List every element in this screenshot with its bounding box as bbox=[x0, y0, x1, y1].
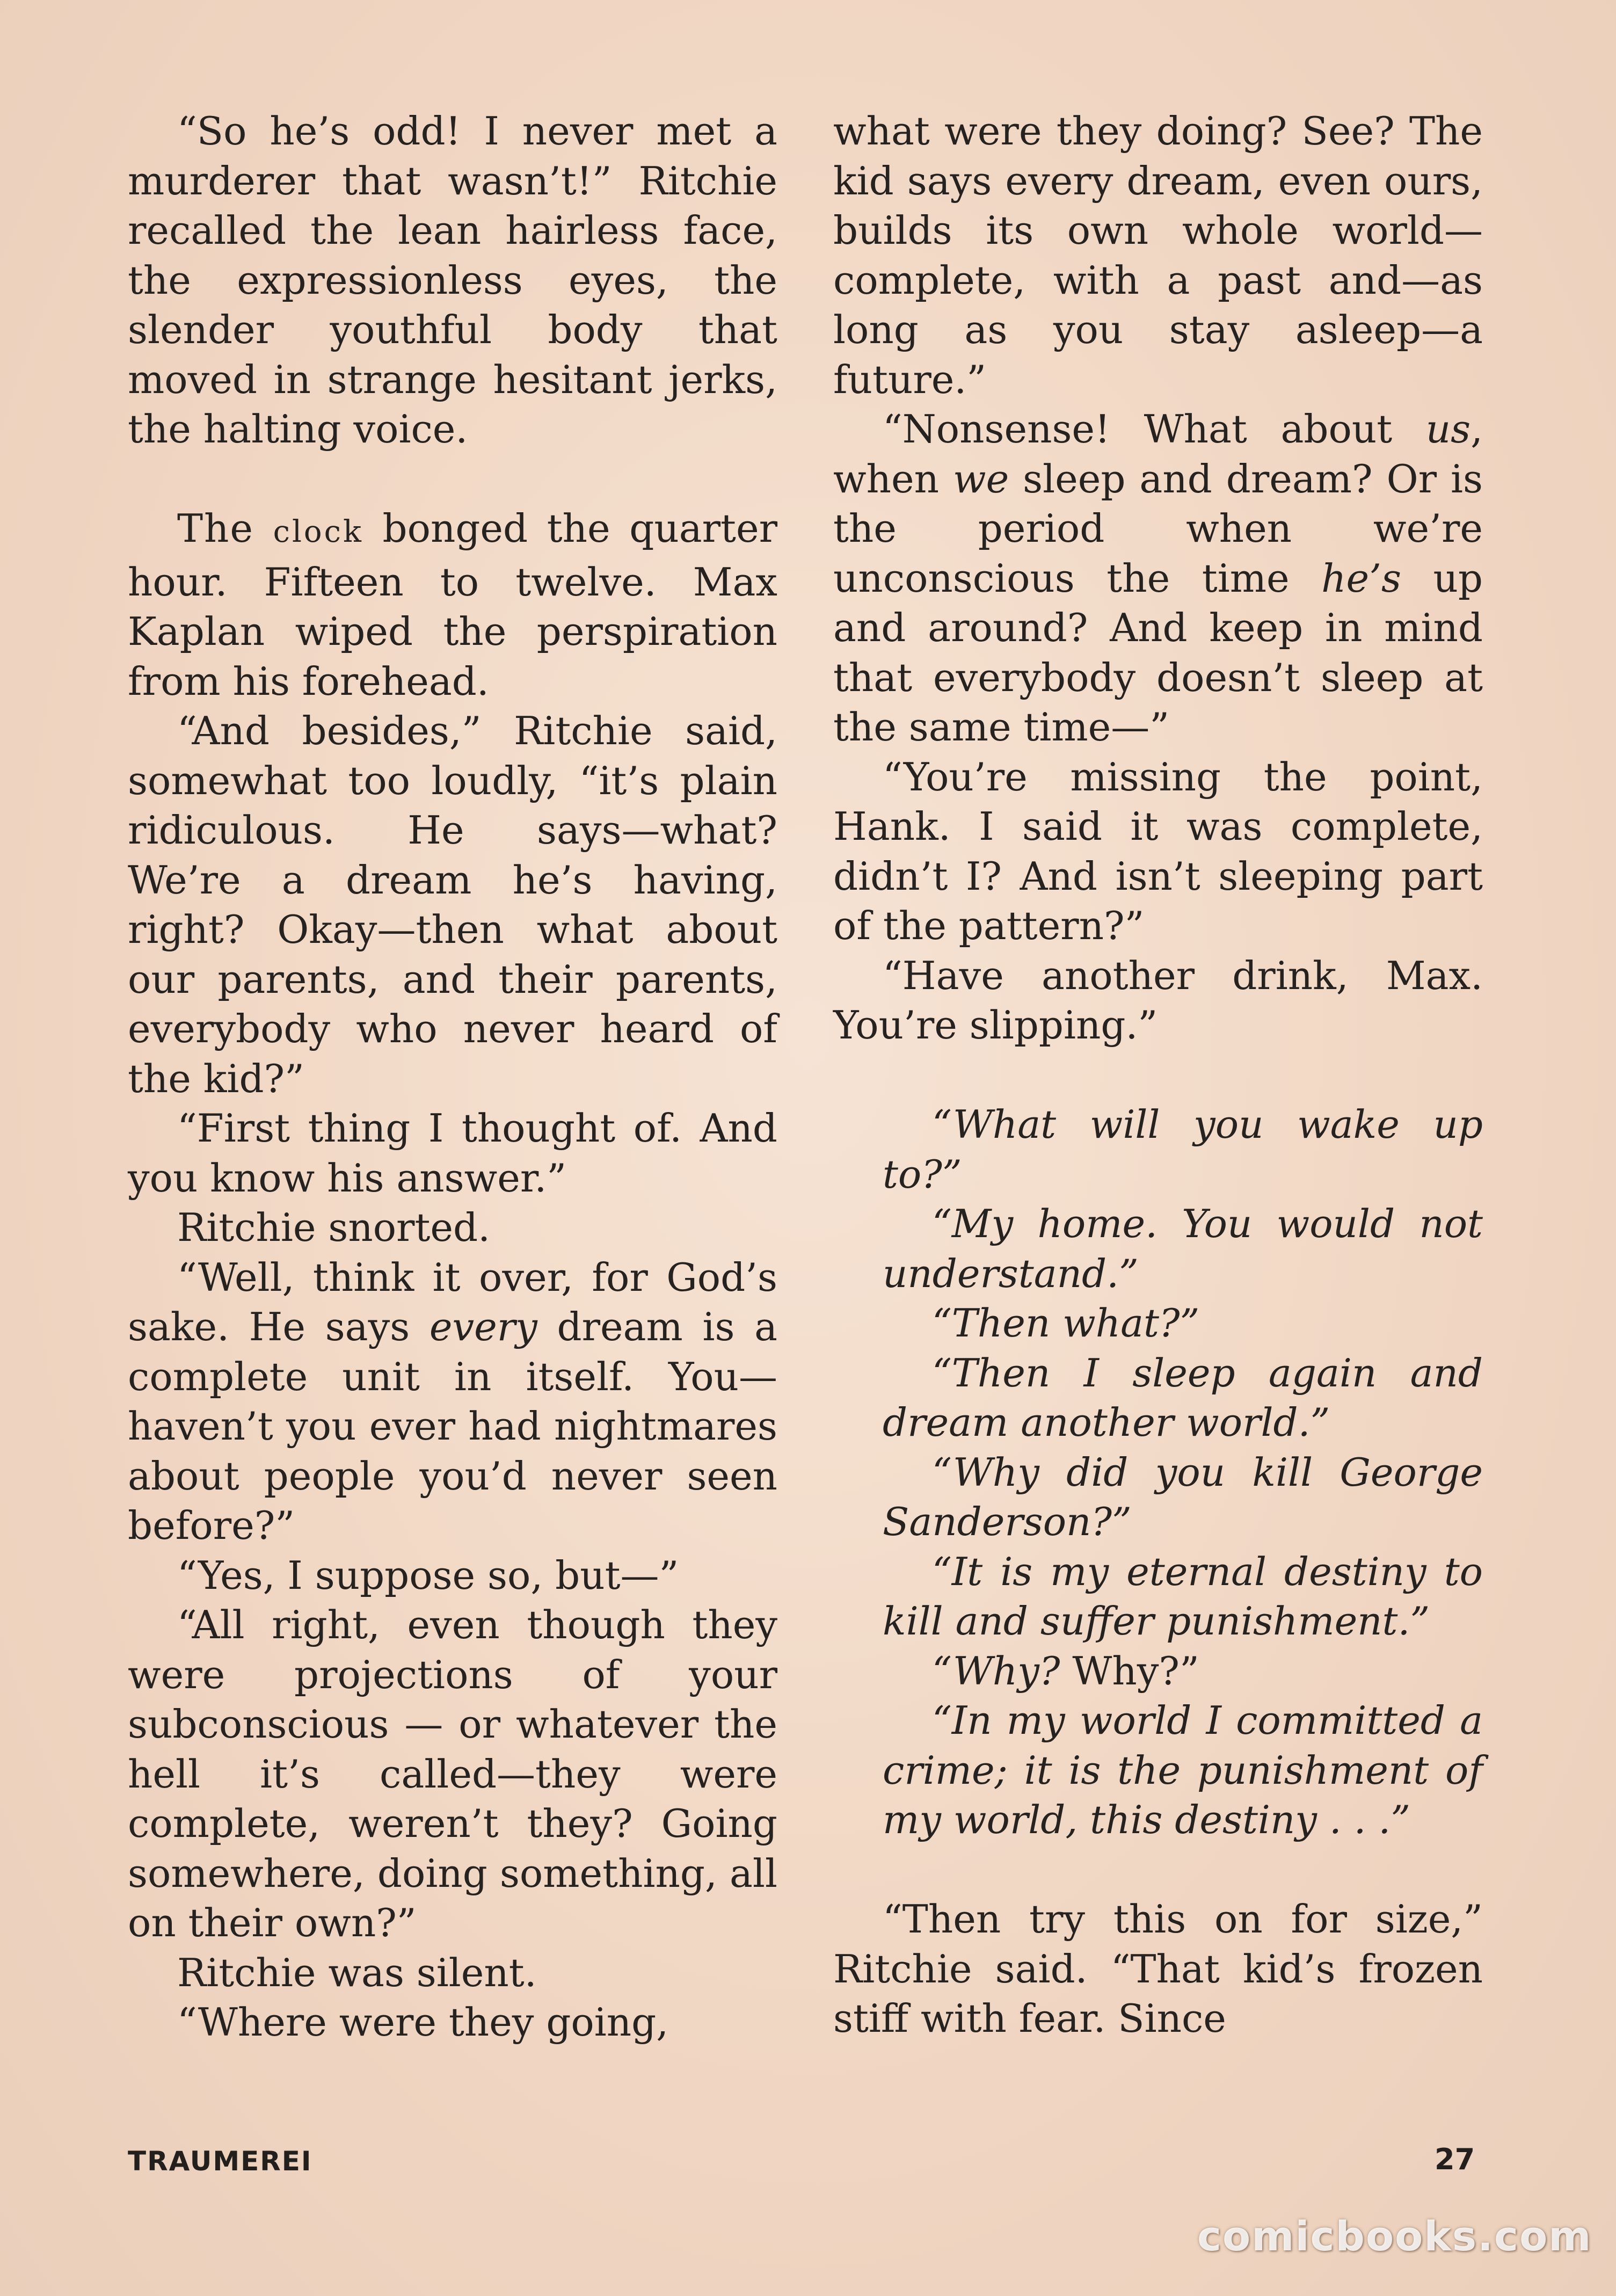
dialogue-line bbox=[883, 1646, 1483, 1696]
paragraph bbox=[833, 404, 1483, 752]
italic-text: every bbox=[429, 1304, 537, 1349]
paragraph-text: up and around? And keep in mind that everybody doesn’t sleep at the same time—” bbox=[833, 555, 1483, 750]
paragraph: Ritchie snorted. bbox=[177, 1205, 490, 1250]
italic-text: he’s bbox=[1321, 555, 1401, 601]
paragraph-text: Why?” bbox=[1060, 1648, 1199, 1694]
dialogue-line: “Why did you kill George Sanderson?” bbox=[883, 1449, 1483, 1544]
italic-text: we bbox=[952, 456, 1009, 502]
paragraph: “First thing I thought of. And you know his answer.” bbox=[128, 1106, 777, 1201]
small-caps-text: clock bbox=[273, 514, 363, 549]
left-column bbox=[128, 106, 777, 2047]
paragraph: “So he’s odd! I never met a murderer that wasn’t!” Ritchie recalled the lean hairless face, the expressionless eyes, the slender youthful body that moved in strange hesitant jerks, the halting voice. bbox=[128, 108, 777, 452]
dialogue-line: “What will you wake up to?” bbox=[883, 1102, 1483, 1197]
paragraph: “Have another drink, Max. You’re slipping.” bbox=[833, 953, 1483, 1048]
dialogue-line: “My home. You would not understand.” bbox=[883, 1201, 1483, 1296]
paragraph-text: “Well, think it over, for God’s sake. He says bbox=[128, 1254, 777, 1349]
italic-text: “Why? bbox=[932, 1648, 1060, 1694]
dialogue-line: “Then I sleep again and dream another world.” bbox=[883, 1350, 1483, 1445]
page-number: 27 bbox=[1435, 2142, 1475, 2176]
section-break bbox=[833, 1845, 1483, 1895]
paragraph: what were they doing? See? The kid says every dream, even ours, builds its own whole world—complete, with a past and—as long as you stay asleep—a future.” bbox=[833, 108, 1483, 402]
paragraph: “And besides,” Ritchie said, somewhat too loudly, “it’s plain ridiculous. He says—what? We’re a dream he’s having, right? Okay—then what about our parents, and their parents, everybody who never heard of the kid?” bbox=[128, 708, 777, 1101]
paragraph-text: “Nonsense! What about bbox=[883, 406, 1426, 452]
paragraph: “Yes, I suppose so, but—” bbox=[177, 1552, 679, 1598]
paragraph-text: , when bbox=[833, 406, 1483, 502]
paragraph: “You’re missing the point, Hank. I said it was complete, didn’t I? And isn’t sleeping part of the pattern?” bbox=[833, 754, 1483, 948]
dialogue-line: “Then what?” bbox=[932, 1300, 1200, 1346]
watermark: comicbooks.com bbox=[1197, 2212, 1592, 2260]
paragraph: “Then try this on for size,” Ritchie said. “That kid’s frozen stiff with fear. Since bbox=[833, 1897, 1483, 2041]
dialogue-line: “It is my eternal destiny to kill and suffer punishment.” bbox=[883, 1549, 1483, 1644]
italic-dialogue-block bbox=[883, 1100, 1483, 1845]
paragraph-text: bonged the quarter hour. Fifteen to twelve. Max Kaplan wiped the perspiration from his forehead. bbox=[128, 506, 778, 704]
paragraph: “Where were they going, bbox=[177, 2000, 669, 2045]
paragraph: “All right, even though they were projections of your subconscious — or whatever the hell it’s called—they were complete, weren’t they? Going somewhere, doing something, all on their own?” bbox=[128, 1602, 777, 1945]
small-caps-text: The bbox=[177, 506, 254, 551]
paragraph-text: dream is a complete unit in itself. You—haven’t you ever had nightmares about people you’d never seen before?” bbox=[128, 1304, 777, 1548]
running-footer-title: TRAUMEREI bbox=[128, 2146, 312, 2177]
dialogue-line: “In my world I committed a crime; it is the punishment of my world, this destiny . . .” bbox=[883, 1698, 1483, 1842]
right-column bbox=[833, 106, 1483, 2044]
paragraph bbox=[128, 1253, 777, 1551]
section-break bbox=[128, 454, 777, 504]
section-break bbox=[833, 1050, 1483, 1100]
paragraph: Ritchie was silent. bbox=[177, 1950, 537, 1995]
paragraph bbox=[128, 504, 777, 706]
italic-text: us bbox=[1425, 406, 1471, 452]
paragraph-text: sleep and dream? Or is the period when we’re unconscious the time bbox=[833, 456, 1483, 601]
